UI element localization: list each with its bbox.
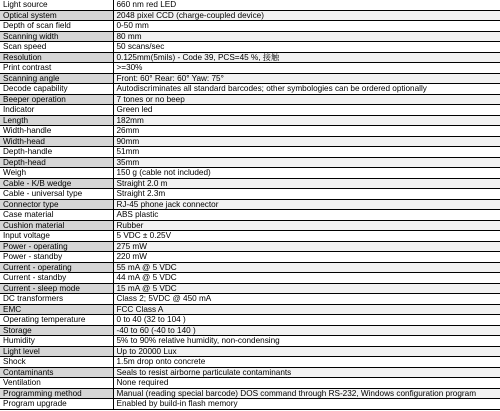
spec-value: 55 mA @ 5 VDC: [113, 262, 500, 273]
spec-label: Light level: [0, 346, 113, 357]
spec-row: [0, 336, 500, 347]
spec-row: [0, 63, 500, 74]
spec-value: Autodiscriminates all standard barcodes; other symbologies can be ordered optionally: [113, 84, 500, 95]
spec-label: Scanning angle: [0, 73, 113, 84]
spec-value: Front: 60° Rear: 60° Yaw: 75°: [113, 73, 500, 84]
spec-value: 0 to 40 (32 to 104 ): [113, 315, 500, 326]
spec-label: Contaminants: [0, 367, 113, 378]
spec-label: DC transformers: [0, 294, 113, 305]
spec-label: Width-handle: [0, 126, 113, 137]
spec-label: Power - operating: [0, 241, 113, 252]
spec-row: [0, 210, 500, 221]
spec-value: 0.125mm(5mils) - Code 39, PCS=45 %, 接触: [113, 52, 500, 63]
spec-value: -40 to 60 (-40 to 140 ): [113, 325, 500, 336]
spec-value: 7 tones or no beep: [113, 94, 500, 105]
spec-value: ABS plastic: [113, 210, 500, 221]
spec-row: [0, 136, 500, 147]
spec-value: Class 2; 5VDC @ 450 mA: [113, 294, 500, 305]
spec-row: [0, 21, 500, 32]
spec-row: [0, 105, 500, 116]
spec-value: 0-50 mm: [113, 21, 500, 32]
spec-value: 182mm: [113, 115, 500, 126]
spec-value: Green led: [113, 105, 500, 116]
spec-row: [0, 168, 500, 179]
spec-row: [0, 325, 500, 336]
spec-row: [0, 147, 500, 158]
spec-value: 220 mW: [113, 252, 500, 263]
spec-label: Optical system: [0, 10, 113, 21]
spec-label: Scan speed: [0, 42, 113, 53]
spec-row: [0, 252, 500, 263]
spec-label: Current - operating: [0, 262, 113, 273]
spec-label: Print contrast: [0, 63, 113, 74]
spec-label: Scanning width: [0, 31, 113, 42]
spec-row: [0, 199, 500, 210]
spec-label: Resolution: [0, 52, 113, 63]
spec-row: [0, 315, 500, 326]
spec-value: 5 VDC ± 0.25V: [113, 231, 500, 242]
spec-row: [0, 31, 500, 42]
spec-label: Connector type: [0, 199, 113, 210]
spec-row: [0, 346, 500, 357]
spec-label: Beeper operation: [0, 94, 113, 105]
spec-row: [0, 220, 500, 231]
spec-row: [0, 42, 500, 53]
spec-label: Current - sleep mode: [0, 283, 113, 294]
spec-label: Depth-handle: [0, 147, 113, 158]
spec-label: Storage: [0, 325, 113, 336]
spec-label: Power - standby: [0, 252, 113, 263]
spec-row: [0, 388, 500, 399]
spec-label: Indicator: [0, 105, 113, 116]
spec-value: 80 mm: [113, 31, 500, 42]
spec-label: Cushion material: [0, 220, 113, 231]
spec-label: Width-head: [0, 136, 113, 147]
spec-label: Depth-head: [0, 157, 113, 168]
spec-value: 44 mA @ 5 VDC: [113, 273, 500, 284]
spec-label: Shock: [0, 357, 113, 368]
spec-label: Length: [0, 115, 113, 126]
spec-value: Up to 20000 Lux: [113, 346, 500, 357]
spec-value: RJ-45 phone jack connector: [113, 199, 500, 210]
spec-row: [0, 294, 500, 305]
spec-row: [0, 189, 500, 200]
spec-value: Enabled by build-in flash memory: [113, 399, 500, 410]
spec-value: 90mm: [113, 136, 500, 147]
spec-value: FCC Class A: [113, 304, 500, 315]
spec-row: [0, 0, 500, 10]
spec-row: [0, 10, 500, 21]
spec-label: Ventilation: [0, 378, 113, 389]
spec-label: Programming method: [0, 388, 113, 399]
spec-row: [0, 52, 500, 63]
spec-value: Seals to resist airborne particulate contaminants: [113, 367, 500, 378]
spec-value: 5% to 90% relative humidity, non-condensing: [113, 336, 500, 347]
spec-row: [0, 115, 500, 126]
spec-label: Case material: [0, 210, 113, 221]
spec-label: Depth of scan field: [0, 21, 113, 32]
spec-row: [0, 178, 500, 189]
spec-value: None required: [113, 378, 500, 389]
spec-value: 1.5m drop onto concrete: [113, 357, 500, 368]
spec-value: >=30%: [113, 63, 500, 74]
spec-row: [0, 94, 500, 105]
spec-row: [0, 399, 500, 410]
spec-row: [0, 157, 500, 168]
spec-label: Decode capability: [0, 84, 113, 95]
spec-row: [0, 304, 500, 315]
spec-value: Rubber: [113, 220, 500, 231]
spec-row: [0, 378, 500, 389]
spec-value: 35mm: [113, 157, 500, 168]
spec-label: Cable - universal type: [0, 189, 113, 200]
spec-value: 50 scans/sec: [113, 42, 500, 53]
spec-row: [0, 367, 500, 378]
spec-label: EMC: [0, 304, 113, 315]
spec-row: [0, 357, 500, 368]
spec-value: 150 g (cable not included): [113, 168, 500, 179]
spec-value: 275 mW: [113, 241, 500, 252]
spec-value: 660 nm red LED: [113, 0, 500, 10]
spec-row: [0, 273, 500, 284]
spec-label: Light source: [0, 0, 113, 10]
spec-label: Operating temperature: [0, 315, 113, 326]
spec-label: Current - standby: [0, 273, 113, 284]
spec-value: 26mm: [113, 126, 500, 137]
spec-label: Cable - K/B wedge: [0, 178, 113, 189]
spec-row: [0, 84, 500, 95]
spec-value: Straight 2.3m: [113, 189, 500, 200]
spec-label: Program upgrade: [0, 399, 113, 410]
spec-row: [0, 283, 500, 294]
spec-value: 15 mA @ 5 VDC: [113, 283, 500, 294]
spec-value: Straight 2.0 m: [113, 178, 500, 189]
spec-value: 2048 pixel CCD (charge-coupled device): [113, 10, 500, 21]
spec-label: Humidity: [0, 336, 113, 347]
spec-label: Input voltage: [0, 231, 113, 242]
spec-row: [0, 241, 500, 252]
spec-row: [0, 126, 500, 137]
spec-row: [0, 262, 500, 273]
spec-value: Manual (reading special barcode) DOS command through RS-232, Windows configuration program: [113, 388, 500, 399]
spec-value: 51mm: [113, 147, 500, 158]
spec-row: [0, 73, 500, 84]
spec-label: Weigh: [0, 168, 113, 179]
spec-row: [0, 231, 500, 242]
